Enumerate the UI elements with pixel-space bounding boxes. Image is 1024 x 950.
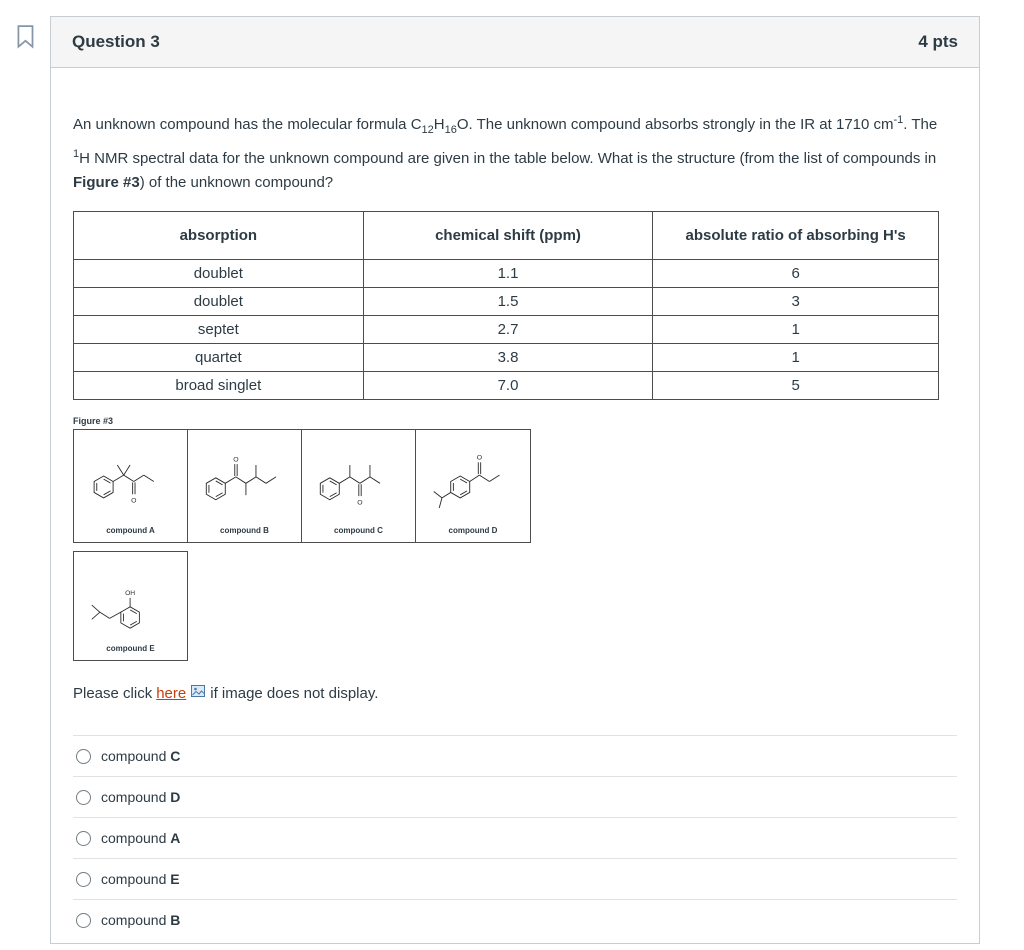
- compound-b-cell: [188, 430, 302, 542]
- table-header-cell: absorption: [74, 212, 364, 260]
- answer-label-text: compound: [101, 830, 171, 846]
- table-cell: 1.5: [363, 288, 653, 316]
- figure-compounds-strip: [73, 429, 531, 543]
- question-title: Question 3: [72, 32, 160, 51]
- image-fallback-text: [73, 683, 957, 703]
- figure-reference: Figure #3: [73, 174, 140, 191]
- nmr-data-table: [73, 211, 939, 400]
- compound-label: compound B: [220, 526, 269, 535]
- here-link[interactable]: here: [156, 684, 187, 702]
- table-cell: 7.0: [363, 372, 653, 400]
- answer-label-letter: C: [170, 748, 181, 764]
- table-cell: doublet: [74, 288, 364, 316]
- answer-label-letter: E: [170, 871, 180, 887]
- table-cell: 1.1: [363, 260, 653, 288]
- table-cell: 2.7: [363, 316, 653, 344]
- radio-button[interactable]: [76, 872, 91, 887]
- radio-button[interactable]: [76, 913, 91, 928]
- answer-option-compound-b[interactable]: [73, 899, 957, 940]
- question-text-fragment: H NMR spectral data for the unknown compound are given in the table below. What is the structure (from the list of compounds in: [79, 150, 937, 167]
- question-text-fragment: . The: [903, 116, 938, 133]
- compound-label: compound A: [106, 526, 155, 535]
- answer-label-letter: A: [170, 830, 181, 846]
- broken-image-icon: [190, 683, 206, 703]
- answer-option-label: [101, 789, 180, 805]
- answer-label-text: compound: [101, 912, 171, 928]
- table-row: [74, 288, 939, 316]
- answer-label-text: compound: [101, 748, 171, 764]
- answer-option-compound-a[interactable]: [73, 817, 957, 858]
- question-text-fragment: ) of the unknown compound?: [139, 174, 334, 191]
- answer-option-label: [101, 748, 180, 764]
- question-text-fragment: An unknown compound has the molecular formula C: [73, 116, 422, 133]
- table-cell: broad singlet: [74, 372, 364, 400]
- answer-options: [73, 735, 957, 940]
- table-cell: 3.8: [363, 344, 653, 372]
- compound-a-structure: [78, 434, 184, 518]
- compound-label: compound C: [334, 526, 383, 535]
- table-cell: 1: [653, 344, 939, 372]
- question-text-fragment: H: [433, 116, 445, 133]
- question-text-fragment: 1: [73, 148, 80, 160]
- question-text-fragment: 12: [421, 124, 434, 136]
- fallback-pre-text: Please click: [73, 684, 153, 702]
- question-text-fragment: -1: [893, 114, 904, 126]
- question-text: [73, 108, 957, 195]
- table-header-row: [74, 212, 939, 260]
- answer-option-label: [101, 912, 180, 928]
- question-points: 4 pts: [918, 32, 958, 51]
- compound-d-cell: [416, 430, 530, 542]
- table-row: [74, 372, 939, 400]
- fallback-post-text: if image does not display.: [210, 684, 379, 702]
- question-text-fragment: O. The unknown compound absorbs strongly in the IR at 1710 cm: [456, 116, 894, 133]
- svg-text:O: O: [232, 456, 239, 464]
- svg-text:O: O: [356, 499, 363, 507]
- question-text-fragment: 16: [444, 124, 457, 136]
- table-header-cell: absolute ratio of absorbing H's: [653, 212, 939, 260]
- compound-e-cell: [73, 551, 188, 661]
- answer-option-label: [101, 871, 180, 887]
- radio-button[interactable]: [76, 790, 91, 805]
- svg-text:OH: OH: [124, 590, 135, 598]
- table-cell: 1: [653, 316, 939, 344]
- answer-label-text: compound: [101, 789, 171, 805]
- table-cell: septet: [74, 316, 364, 344]
- table-header-cell: chemical shift (ppm): [363, 212, 653, 260]
- answer-option-compound-d[interactable]: [73, 776, 957, 817]
- answer-option-compound-c[interactable]: [73, 735, 957, 776]
- svg-text:O: O: [130, 497, 136, 505]
- flag-question-icon[interactable]: [15, 24, 39, 52]
- svg-text:O: O: [476, 454, 483, 462]
- answer-label-text: compound: [101, 871, 171, 887]
- radio-button[interactable]: [76, 831, 91, 846]
- compound-a-cell: [74, 430, 188, 542]
- compound-c-structure: [306, 434, 412, 518]
- answer-option-compound-e[interactable]: [73, 858, 957, 899]
- radio-button[interactable]: [76, 749, 91, 764]
- table-cell: 3: [653, 288, 939, 316]
- table-cell: 5: [653, 372, 939, 400]
- compound-e-structure: [78, 556, 184, 638]
- table-cell: quartet: [74, 344, 364, 372]
- compound-d-structure: [420, 434, 526, 518]
- table-row: [74, 316, 939, 344]
- compound-label: compound D: [448, 526, 498, 535]
- compound-c-cell: [302, 430, 416, 542]
- answer-option-label: [101, 830, 180, 846]
- figure-label: Figure #3: [73, 416, 114, 426]
- question-container: [50, 16, 980, 944]
- compound-label: compound E: [106, 644, 155, 653]
- answer-label-letter: B: [170, 912, 181, 928]
- table-cell: doublet: [74, 260, 364, 288]
- answer-label-letter: D: [170, 789, 181, 805]
- table-row: [74, 260, 939, 288]
- question-header: [51, 17, 979, 68]
- table-row: [74, 344, 939, 372]
- table-cell: 6: [653, 260, 939, 288]
- compound-b-structure: [192, 434, 298, 518]
